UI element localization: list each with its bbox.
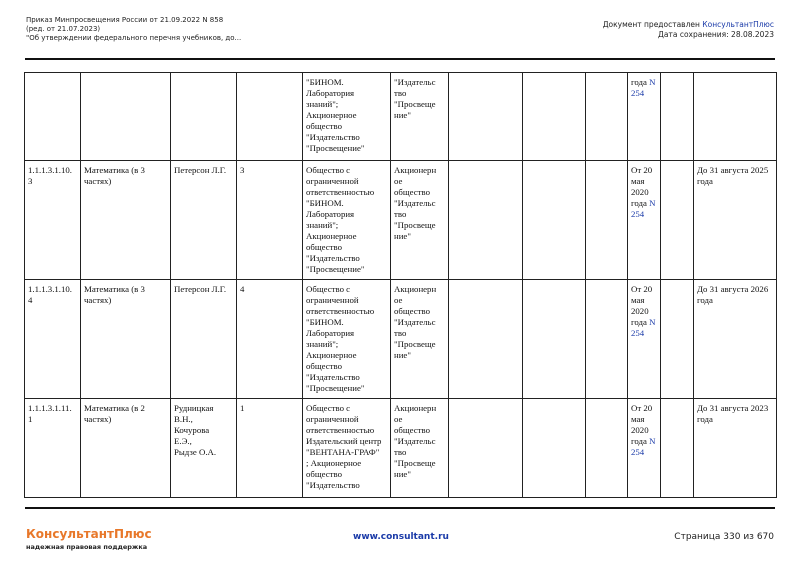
grade-cell: 3 <box>237 161 303 280</box>
empty-cell <box>586 280 628 399</box>
order-text: года <box>631 77 650 87</box>
doc-title-line1: Приказ Минпросвещения России от 21.09.2022 N 858 <box>26 16 224 24</box>
row-number-cell: 1.1.1.3.1.10. 4 <box>25 280 81 399</box>
grade-cell: 1 <box>237 399 303 498</box>
valid-until-cell: До 31 августа 2023 года <box>694 399 777 498</box>
empty-cell <box>661 161 694 280</box>
empty-cell <box>449 73 523 161</box>
publisher-cell: "БИНОМ. Лаборатория знаний"; Акционерное общество "Издательство "Просвещение" <box>303 73 391 161</box>
order-text: От 20 мая 2020 года <box>631 403 653 446</box>
logo-name: КонсультантПлюс <box>26 527 152 541</box>
empty-cell <box>449 280 523 399</box>
empty-cell <box>586 399 628 498</box>
empty-cell <box>586 161 628 280</box>
empty-cell <box>661 280 694 399</box>
publisher-cell: Общество с ограниченной ответственностью Издательский центр "ВЕНТАНА-ГРАФ" ; Акционерное общество "Издательство <box>303 399 391 498</box>
publisher-cell: Общество с ограниченной ответственностью "БИНОМ. Лаборатория знаний"; Акционерное общество "Издательство "Просвещение" <box>303 161 391 280</box>
order-link[interactable]: N 254 <box>631 198 656 219</box>
order-link[interactable]: N 254 <box>631 436 656 457</box>
header-divider <box>25 58 775 60</box>
site-link[interactable]: www.consultant.ru <box>353 532 449 542</box>
page-number: Страница 330 из 670 <box>674 532 774 542</box>
provider-brand-link[interactable]: КонсультантПлюс <box>702 20 774 29</box>
footer-divider <box>25 507 775 509</box>
table-row <box>25 73 777 161</box>
empty-cell <box>449 399 523 498</box>
publisher-current-cell: "Издательс тво "Просвеще ние" <box>391 73 449 161</box>
book-title-cell: Математика (в 3 частях) <box>81 161 171 280</box>
valid-until-cell <box>694 73 777 161</box>
table-row <box>25 399 777 498</box>
publisher-current-cell: Акционерн ое общество "Издательс тво "Просвеще ние" <box>391 280 449 399</box>
order-text: От 20 мая 2020 года <box>631 284 653 327</box>
publisher-current-cell: Акционерн ое общество "Издательс тво "Просвеще ние" <box>391 161 449 280</box>
valid-until-cell: До 31 августа 2025 года <box>694 161 777 280</box>
empty-cell <box>661 399 694 498</box>
provider-info <box>603 20 774 40</box>
consultant-logo <box>26 527 152 551</box>
provided-label: Документ предоставлен <box>602 20 703 29</box>
empty-cell <box>449 161 523 280</box>
grade-cell: 4 <box>237 280 303 399</box>
row-number-cell: 1.1.1.3.1.10. 3 <box>25 161 81 280</box>
empty-cell <box>523 280 586 399</box>
doc-title-line3: "Об утверждении федерального перечня учебников, до... <box>26 34 242 42</box>
authors-cell: Петерсон Л.Г. <box>171 280 237 399</box>
order-ref-cell <box>628 73 661 161</box>
book-title-cell: Математика (в 2 частях) <box>81 399 171 498</box>
document-header <box>26 16 241 43</box>
authors-cell: Рудницкая В.Н., Кочурова Е.Э., Рыдзе О.А. <box>171 399 237 498</box>
row-number-cell: 1.1.1.3.1.11. 1 <box>25 399 81 498</box>
save-date: Дата сохранения: 28.08.2023 <box>658 30 774 39</box>
logo-slogan: надежная правовая поддержка <box>26 543 148 551</box>
order-text: От 20 мая 2020 года <box>631 165 653 208</box>
table-row <box>25 161 777 280</box>
row-number-cell <box>25 73 81 161</box>
publisher-cell: Общество с ограниченной ответственностью "БИНОМ. Лаборатория знаний"; Акционерное общество "Издательство "Просвещение" <box>303 280 391 399</box>
book-title-cell <box>81 73 171 161</box>
order-link[interactable]: N 254 <box>631 77 656 98</box>
empty-cell <box>523 161 586 280</box>
order-ref-cell <box>628 399 661 498</box>
textbook-table <box>24 72 777 498</box>
order-ref-cell <box>628 280 661 399</box>
valid-until-cell: До 31 августа 2026 года <box>694 280 777 399</box>
empty-cell <box>523 399 586 498</box>
doc-title-line2: (ред. от 21.07.2023) <box>26 25 101 33</box>
order-ref-cell <box>628 161 661 280</box>
empty-cell <box>523 73 586 161</box>
order-link[interactable]: N 254 <box>631 317 656 338</box>
empty-cell <box>586 73 628 161</box>
authors-cell: Петерсон Л.Г. <box>171 161 237 280</box>
authors-cell <box>171 73 237 161</box>
publisher-current-cell: Акционерн ое общество "Издательс тво "Просвеще ние" <box>391 399 449 498</box>
table-row <box>25 280 777 399</box>
empty-cell <box>661 73 694 161</box>
book-title-cell: Математика (в 3 частях) <box>81 280 171 399</box>
grade-cell <box>237 73 303 161</box>
